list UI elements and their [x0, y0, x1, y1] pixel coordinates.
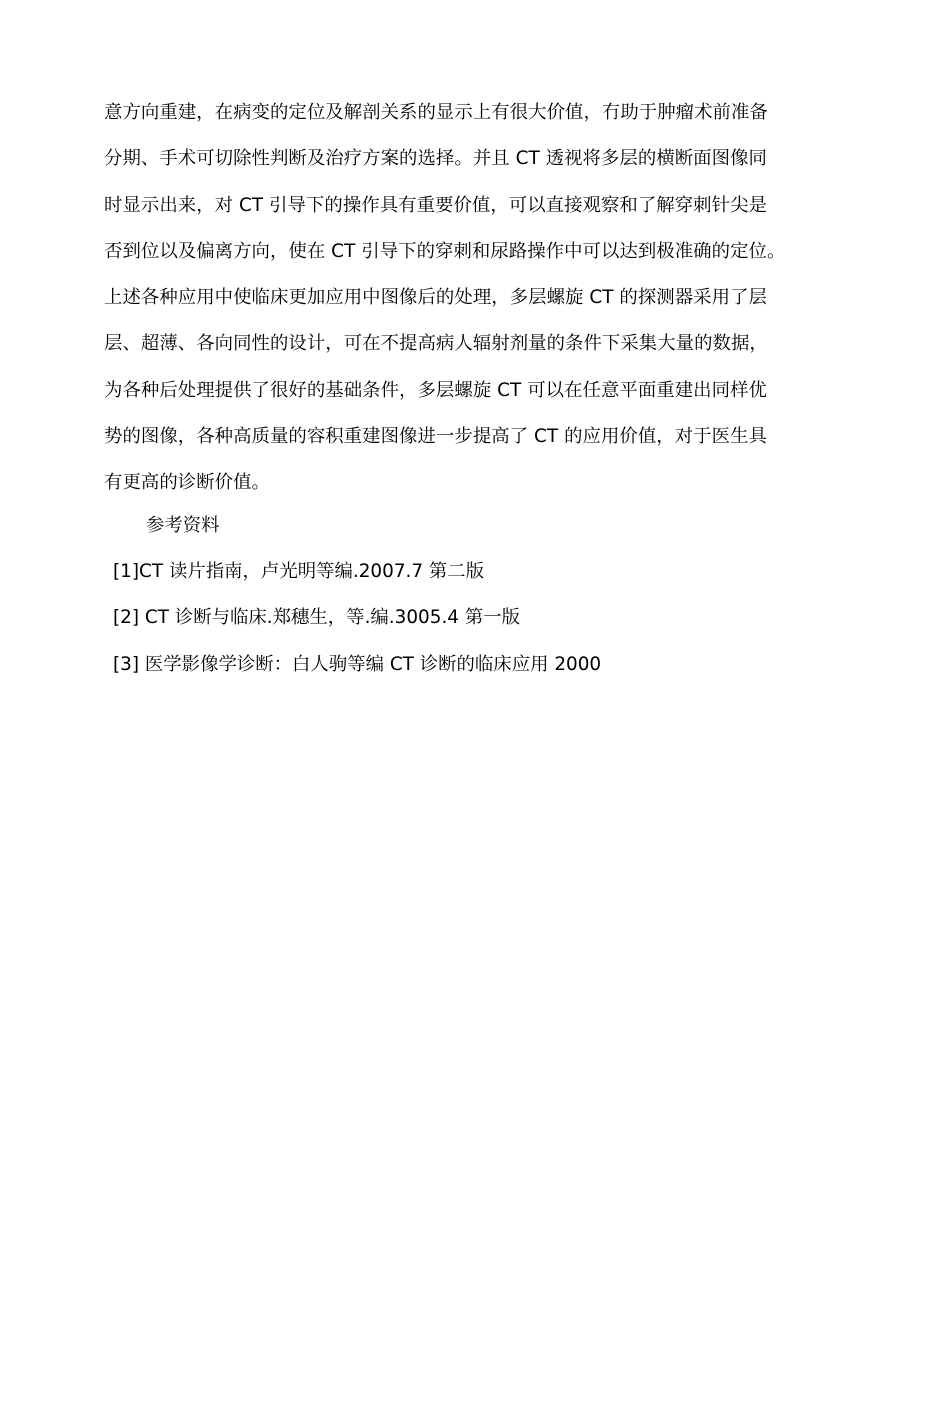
body-line: 意方向重建，在病变的定位及解剖关系的显示上有很大价值，冇助于肿瘤术前准备 — [104, 102, 768, 123]
body-line: 上述各种应用中使临床更加应用中图像后的处理，多层螺旋 CT 的探测器采用了层 — [104, 287, 767, 309]
body-line: 为各种后处理提供了很好的基础条件，多层螺旋 CT 可以在任意平面重建出同样优 — [104, 379, 767, 401]
body-line: 否到位以及偏离方向，使在 CT 引导下的穿刺和尿路操作中可以达到极准确的定位。 — [104, 240, 786, 262]
body-line: 有更高的诊断价值。 — [104, 472, 270, 494]
references-list — [113, 549, 601, 688]
body-line: 时显示出来，对 CT 引导下的操作具有重要价值，可以直接观察和了解穿刺针尖是 — [104, 194, 767, 216]
references-heading: 参考资料 — [146, 515, 220, 536]
body-line: 层、超薄、各向同性的设计，可在不提高病人辐射剂量的条件下采集大量的数据， — [104, 333, 768, 355]
reference-item: [2] CT 诊断与临床.郑穗生，等.编.3005.4 第一版 — [113, 607, 521, 629]
body-line: 分期、手术可切除性判断及治疗方案的选择。并且 CT 透视将多层的横断面图像同 — [104, 148, 767, 170]
body-line: 势的图像，各种高质量的容积重建图像进一步提高了 CT 的应用价值，对于医生具 — [104, 426, 767, 448]
reference-item: [3] 医学影像学诊断：白人驹等编 CT 诊断的临床应用 2000 — [113, 653, 602, 675]
body-paragraph — [104, 90, 864, 507]
reference-item: [1]CT 读片指南，卢光明等编.2007.7 第二版 — [113, 561, 485, 582]
